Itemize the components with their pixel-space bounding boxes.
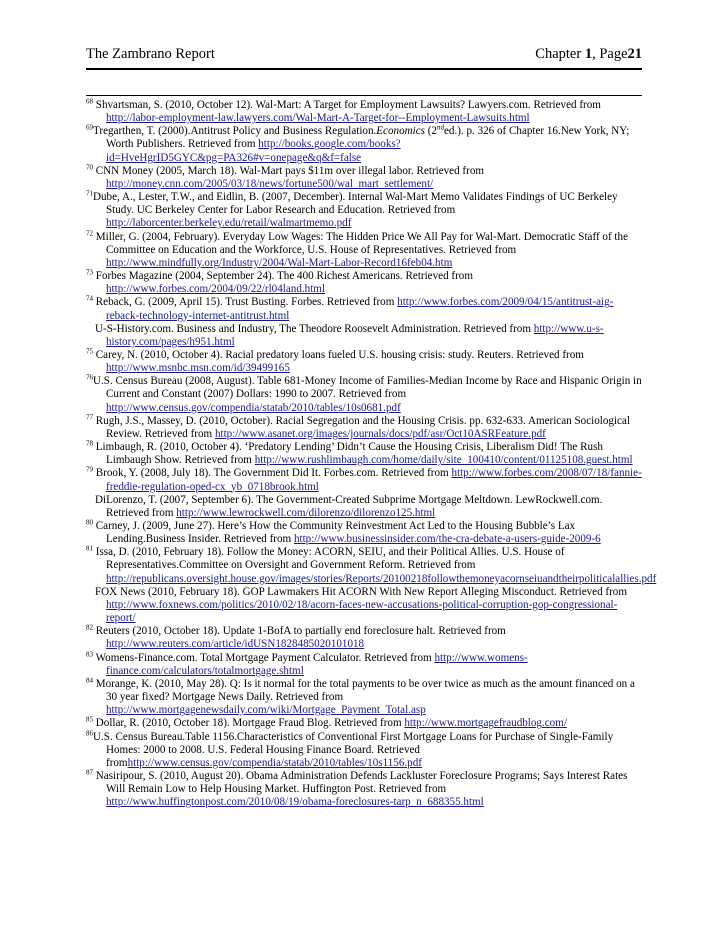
- citation-link[interactable]: http://www.lewrockwell.com/dilorenzo/dilorenzo125.html: [176, 506, 436, 519]
- footnote-number: 71: [86, 189, 93, 198]
- citation-text: Carney, J. (2009, June 27). Here’s How the Community Reinvestment Act Led to the Housing Bubble’s Lax Lending.Business Insider. Retrieved from: [93, 520, 576, 546]
- citation-text: Carey, N. (2010, October 4). Racial predatory loans fueled U.S. housing crisis: study. Reuters. Retrieved from: [93, 348, 584, 361]
- citation-link[interactable]: http://labor-employment-law.lawyers.com/Wal-Mart-A-Target-for--Employment-Lawsuits.html: [106, 112, 530, 125]
- citation-link[interactable]: http://www.mortgagefraudblog.com/: [404, 717, 567, 730]
- chapter-page-label: Chapter 1, Page21: [535, 46, 642, 62]
- footnote-number: 74: [86, 294, 93, 303]
- citation-link[interactable]: http://www.mindfully.org/Industry/2004/Wal-Mart-Labor-Record16feb04.htm: [106, 256, 453, 269]
- citation-text: Miller, G. (2004, February). Everyday Low Wages: The Hidden Price We All Pay for Wal-Mart. Democratic Staff of the Committee on Education and the Workforce, U.S. House of Representatives. Retrieved from: [93, 230, 628, 256]
- footnote-85: [86, 717, 646, 730]
- footnote-82: [86, 625, 646, 651]
- citation-link[interactable]: http://www.u-s-history.com/pages/h951.html: [106, 322, 604, 348]
- footnote-number: 75: [86, 347, 93, 356]
- footnote-80: [86, 520, 646, 546]
- citation-text: (2: [424, 125, 437, 138]
- citation-link[interactable]: http://money.cnn.com/2005/03/18/news/fortune500/wal_mart_settlement/: [106, 177, 434, 190]
- footnote-81: [86, 544, 657, 585]
- citation-text: Forbes Magazine (2004, September 24). The 400 Richest Americans. Retrieved from: [93, 270, 473, 283]
- footnote-number: 68: [86, 97, 93, 106]
- footnote-72: [86, 228, 646, 270]
- footnote-number: 80: [86, 518, 93, 527]
- citation-text: Issa, D. (2010, February 18). Follow the Money: ACORN, SEIU, and their Political Allies. U.S. House of Representatives.Committee on Oversight and Government Reform. Retrieved from: [93, 546, 565, 572]
- citation-link[interactable]: http://www.reuters.com/article/idUSN1828485020101018: [106, 638, 365, 651]
- footnote-84: [86, 678, 646, 717]
- citation-link[interactable]: http://republicans.oversight.house.gov/images/stories/Reports/20100218followthemoneyacornseiuandtheirpoliticalallies.pdf: [106, 572, 657, 585]
- citation-link[interactable]: http://www.msnbc.msn.com/id/39499165: [106, 362, 290, 375]
- footnote-number: 82: [86, 623, 93, 632]
- chapter-number: 1: [584, 46, 593, 62]
- footnote-78: [86, 441, 646, 467]
- ordinal-suffix: nd: [436, 123, 444, 132]
- citation-text: U.S. Census Bureau.Table 1156.Characteristics of Conventional First Mortgage Loans for Purchase of Single-Family Homes: 2000 to 2008. U.S. Federal Housing Finance Board. Retrieved from: [93, 730, 614, 769]
- citation-link[interactable]: http://www.census.gov/compendia/statab/2010/tables/10s1156.pdf: [127, 756, 422, 769]
- footnote-77: [86, 415, 646, 441]
- citation-text: CNN Money (2005, March 18). Wal-Mart pays $11m over illegal labor. Retrieved from: [93, 164, 484, 177]
- citation-text: Womens-Finance.com. Total Mortgage Payment Calculator. Retrieved from: [93, 651, 435, 664]
- chapter-label: Chapter: [535, 46, 582, 62]
- footnote-79: [86, 467, 646, 493]
- report-title: The Zambrano Report: [86, 46, 215, 62]
- citation-text: DiLorenzo, T. (2007, September 6). The Government-Created Subprime Mortgage Meltdown. LewRockwell.com. Retrieved from: [95, 493, 603, 519]
- footnote-76: [86, 375, 646, 414]
- citation-link[interactable]: http://www.rushlimbaugh.com/home/daily/site_100410/content/01125108.guest.html: [254, 454, 633, 467]
- page-header: [86, 44, 642, 70]
- citation-link[interactable]: http://www.womens-finance.com/calculators/totalmortgage.shtml: [106, 651, 528, 677]
- page-label: Page: [599, 46, 628, 62]
- citation-text: FOX News (2010, February 18). GOP Lawmakers Hit ACORN With New Report Alleging Misconduct. Retrieved from: [95, 585, 627, 598]
- page-number: 21: [627, 46, 642, 62]
- footnote-71: [86, 191, 646, 230]
- citation-text: Shvartsman, S. (2010, October 12). Wal-Mart: A Target for Employment Lawsuits? Lawyers.com. Retrieved from: [93, 99, 601, 111]
- citation-text: ed.). p. 326 of Chapter 16.New York, NY; Worth Publishers. Retrieved from: [106, 125, 630, 151]
- footnote-70: [86, 165, 646, 191]
- footnote-86: [86, 728, 646, 770]
- footnote-number: 84: [86, 676, 93, 685]
- citation-text: Dube, A., Lester, T.W., and Eidlin, B. (2007, December). Internal Wal-Mart Memo Validates Findings of UC Berkeley Study. UC Berkeley Center for Labor Research and Education. Retrieved from: [93, 191, 618, 217]
- footnote-cont-16: [86, 586, 646, 625]
- footnote-separator: [86, 95, 642, 96]
- citation-text: Dollar, R. (2010, October 18). Mortgage Fraud Blog. Retrieved from: [93, 717, 405, 730]
- citation-text: U-S-History.com. Business and Industry, The Theodore Roosevelt Administration. Retrieved from: [95, 322, 534, 335]
- footnote-number: 73: [86, 268, 93, 277]
- footnote-number: 85: [86, 715, 93, 724]
- citation-link[interactable]: http://www.census.gov/compendia/statab/2010/tables/10s0681.pdf: [106, 401, 401, 414]
- footnote-number: 78: [86, 439, 93, 448]
- footnote-74: [86, 296, 646, 322]
- citation-text: Reback, G. (2009, April 15). Trust Busting. Forbes. Retrieved from: [93, 296, 398, 309]
- footnote-number: 86: [86, 728, 93, 737]
- footnote-number: 79: [86, 465, 93, 474]
- citation-link[interactable]: http://www.businessinsider.com/the-cra-debate-a-users-guide-2009-6: [293, 533, 601, 546]
- footnote-87: [86, 770, 646, 809]
- citation-link[interactable]: http://www.forbes.com/2008/07/18/fannie-freddie-regulation-oped-cx_yb_0718brook.html: [106, 467, 642, 493]
- footnote-number: 69: [86, 123, 93, 132]
- footnote-list: [86, 97, 657, 809]
- citation-link[interactable]: http://laborcenter.berkeley.edu/retail/walmartmemo.pdf: [106, 217, 352, 230]
- citation-link[interactable]: http://books.google.com/books?id=HveHgrID5GYC&pg=PA326#v=onepage&q&f=false: [106, 138, 401, 164]
- footnote-number: 77: [86, 413, 93, 422]
- citation-link[interactable]: http://www.asanet.org/images/journals/docs/pdf/asr/Oct10ASRFeature.pdf: [214, 427, 546, 440]
- footnote-number: 81: [86, 544, 93, 553]
- footnote-number: 83: [86, 649, 93, 658]
- footnote-69: [86, 125, 646, 164]
- citation-text: Limbaugh, R. (2010, October 4). ‘Predatory Lending’ Didn’t Cause the Housing Crisis, Liberalism Did! The Rush Limbaugh Show. Retrieved from: [93, 441, 603, 467]
- citation-text: Nasiripour, S. (2010, August 20). Obama Administration Defends Lackluster Foreclosure Programs; Says Interest Rates Will Remain Low to Help Housing Market. Huffington Post. Retrieved from: [93, 769, 628, 796]
- footnote-cont-13: [86, 494, 646, 520]
- citation-text: Brook, Y. (2008, July 18). The Government Did It. Forbes.com. Retrieved from: [93, 467, 452, 480]
- citation-text: Reuters (2010, October 18). Update 1-BofA to partially end foreclosure halt. Retrieved from: [93, 625, 506, 638]
- citation-link[interactable]: http://www.foxnews.com/politics/2010/02/18/acorn-faces-new-accusations-political-corruption-gop-congressional-report/: [106, 598, 618, 625]
- citation-link[interactable]: http://www.huffingtonpost.com/2010/08/19/obama-foreclosures-tarp_n_688355.html: [106, 796, 484, 809]
- footnote-83: [86, 649, 646, 678]
- citation-italic: Economics: [376, 125, 425, 138]
- footnote-number: 76: [86, 373, 93, 382]
- footnote-number: 70: [86, 163, 93, 172]
- citation-text: Tregarthen, T. (2000).Antitrust Policy and Business Regulation.: [93, 125, 377, 138]
- footnote-number: 72: [86, 228, 93, 237]
- citation-link[interactable]: http://www.forbes.com/2004/09/22/rl04land.html: [106, 283, 325, 296]
- citation-text: Rugh, J.S., Massey, D. (2010, October). Racial Segregation and the Housing Crisis. pp. 632-633. American Sociological Review. Retrieved from: [93, 414, 630, 440]
- footnote-cont-7: [86, 323, 646, 349]
- footnote-number: 87: [86, 768, 93, 777]
- citation-text: U.S. Census Bureau (2008, August). Table 681-Money Income of Families-Median Income by Race and Hispanic Origin in Current and Constant (2007) Dollars: 1990 to 2007. Retrieved from: [93, 375, 642, 401]
- citation-text: Morange, K. (2010, May 28). Q: Is it normal for the total payments to be over twice as much as the amount financed on a 30 year fixed? Mortgage News Daily. Retrieved from: [93, 677, 635, 704]
- citation-link[interactable]: http://www.mortgagenewsdaily.com/wiki/Mortgage_Payment_Total.asp: [106, 704, 426, 717]
- footnote-73: [86, 270, 646, 296]
- footnote-75: [86, 349, 646, 375]
- citation-link[interactable]: http://www.forbes.com/2009/04/15/antitrust-aig-reback-technology-internet-antitrust.html: [106, 296, 614, 322]
- footnote-68: [86, 99, 646, 125]
